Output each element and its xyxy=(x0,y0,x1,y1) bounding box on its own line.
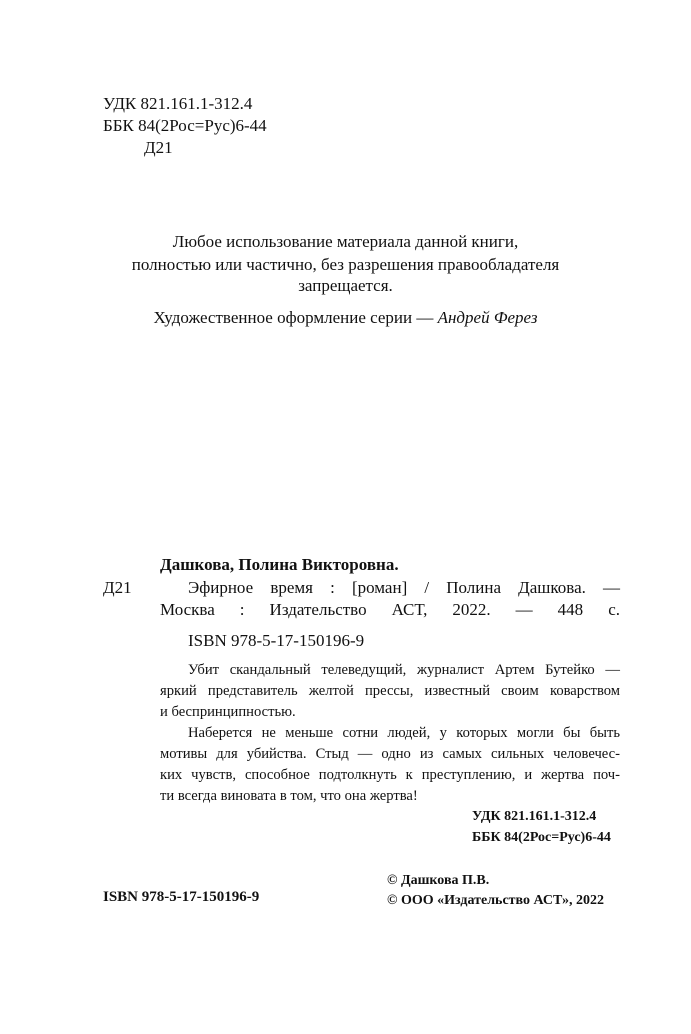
catalog-author-mark: Д21 xyxy=(103,578,132,597)
catalog-title-line-2: Москва : Издательство АСТ, 2022. — 448 с. xyxy=(160,600,620,619)
notice-line-2: полностью или частично, без разрешения правообладателя xyxy=(131,255,560,274)
copyright-publisher: © ООО «Издательство АСТ», 2022 xyxy=(387,893,605,908)
annotation-p1-line-2: яркий представитель желтой прессы, известный своим коварством xyxy=(160,683,620,699)
catalog-isbn: ISBN 978-5-17-150196-9 xyxy=(188,631,365,650)
udk-code: УДК 821.161.1-312.4 xyxy=(103,94,253,113)
design-credit-prefix: Художественное оформление серии — xyxy=(153,308,438,327)
copyright-author: © Дашкова П.В. xyxy=(387,873,490,888)
annotation-udk-code: УДК 821.161.1-312.4 xyxy=(472,809,597,824)
annotation-p1-line-3: и беспринципностью. xyxy=(160,704,296,720)
notice-line-3: запрещается. xyxy=(298,276,393,295)
catalog-author-heading: Дашкова, Полина Викторовна. xyxy=(160,555,399,574)
bbk-code: ББК 84(2Рос=Рус)6-44 xyxy=(103,116,267,135)
annotation-p2-line-2: мотивы для убийства. Стыд — одно из самых сильных человечес- xyxy=(160,746,620,762)
annotation-p2-line-3: ких чувств, способное подтолкнуть к преступлению, и жертва поч- xyxy=(160,767,620,783)
notice-line-1: Любое использование материала данной книги, xyxy=(172,232,519,251)
annotation-p1-line-1: Убит скандальный телеведущий, журналист Артем Бутейко — xyxy=(188,662,620,678)
annotation-p2-line-1: Наберется не меньше сотни людей, у которых могли бы быть xyxy=(188,725,620,741)
author-mark: Д21 xyxy=(144,138,173,157)
design-credit-name: Андрей Ферез xyxy=(437,308,538,327)
footer-isbn: ISBN 978-5-17-150196-9 xyxy=(103,889,260,905)
catalog-title-line-1: Эфирное время : [роман] / Полина Дашкова. — xyxy=(188,578,620,597)
annotation-p2-line-4: ти всегда виновата в том, что она жертва! xyxy=(160,788,418,804)
annotation-bbk-code: ББК 84(2Рос=Рус)6-44 xyxy=(472,830,611,845)
design-credit xyxy=(0,309,691,326)
